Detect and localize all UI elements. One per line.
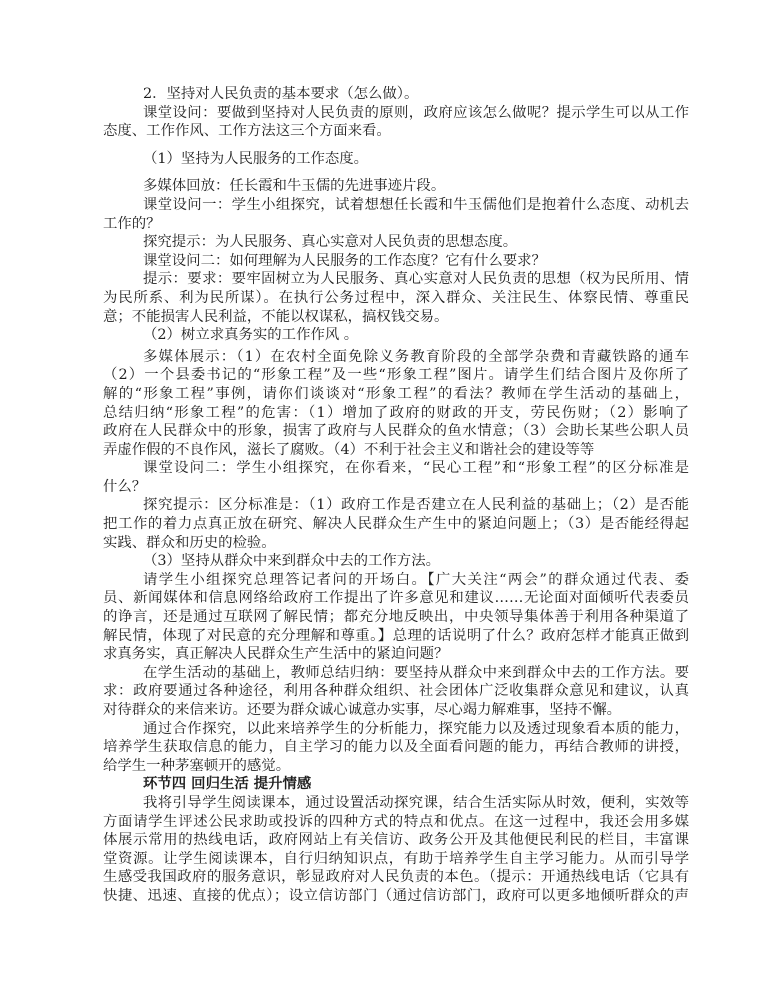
- text-line: 通过合作探究，以此来培养学生的分析能力，探究能力以及透过现象看本质的能力，: [143, 720, 689, 737]
- text-line: 培养学生获取信息的能力，自主学习的能力以及全面看问题的能力，再结合教师的讲授，: [103, 739, 689, 756]
- text-line: 态度、工作作风、工作方法这三个方面来看。: [103, 123, 391, 140]
- text-line: 我将引导学生阅读课本，通过设置活动探究课，结合生活实际从时效，便利，实效等: [143, 794, 689, 811]
- text-line: （1）坚持为人民服务的工作态度。: [143, 150, 369, 167]
- text-line: 探究提示：为人民服务、真心实意对人民负责的思想态度。: [143, 234, 518, 251]
- text-line: 政府在人民群众中的形象，损害了政府与人民群众的鱼水情意；（3）会助长某些公职人员: [103, 423, 689, 440]
- text-line: 解民情，体现了对民意的充分理解和尊重。】总理的话说明了什么？政府怎样才能真正做到: [103, 627, 689, 644]
- text-line: 把工作的着力点真正放在研究、解决人民群众生产生中的紧迫问题上；（3）是否能经得起: [103, 516, 689, 533]
- text-line: 对待群众的来信来访。还要为群众诚心诚意办实事，尽心竭力解难事，坚持不懈。: [103, 702, 622, 718]
- text-line: 员、新闻媒体和信息网络给政府工作提出了许多意见和建议……无论面对面倾听代表委员: [103, 590, 689, 607]
- text-line: 意；不能损害人民利益，不能以权谋私，搞权钱交易。: [103, 308, 449, 325]
- text-line: 请学生小组探究总理答记者问的开场白。【广大关注“两会”的群众通过代表、委: [143, 571, 689, 588]
- text-line: 课堂设问二：如何理解为人民服务的工作态度？它有什么要求？: [143, 252, 546, 269]
- text-line: （2）树立求真务实的工作作风 。: [143, 327, 359, 344]
- text-line: 实践、群众和历史的检验。: [103, 534, 276, 551]
- text-line: 弄虚作假的不良作风，滋长了腐败。（4）不利于社会主义和谐社会的建设等等: [103, 441, 595, 458]
- text-line: 环节四 回归生活 提升情感: [143, 775, 312, 793]
- text-line: 快捷、迅速、直接的优点）；设立信访部门（通过信访部门，政府可以更多地倾听群众的声: [103, 887, 689, 904]
- text-line: 课堂设问一：学生小组探究，试着想想任长霞和牛玉儒他们是抱着什么态度、动机去: [143, 196, 689, 213]
- text-line: 在学生活动的基础上，教师总结归纳：要坚持从群众中来到群众中去的工作方法。要: [143, 664, 689, 681]
- text-line: 堂资源。让学生阅读课本，自行归纳知识点，有助于培养学生自主学习能力。从而引导学: [103, 850, 689, 867]
- text-line: 给学生一种茅塞顿开的感觉。: [103, 757, 291, 774]
- text-line: 的诤言，还是通过互联网了解民情；都充分地反映出，中央领导集体善于利用各种渠道了: [103, 609, 689, 626]
- text-line: （3）坚持从群众中来到群众中去的工作方法。: [143, 553, 440, 570]
- text-block: [103, 85, 689, 906]
- text-line: 多媒体展示：（1）在农村全面免除义务教育阶段的全部学杂费和青藏铁路的通车: [143, 348, 689, 365]
- text-line: 生感受我国政府的服务意识，彰显政府对人民负责的本色。（提示：开通热线电话（它具有: [103, 869, 689, 886]
- text-line: 方面请学生评述公民求助或投诉的四种方式的特点和优点。在这一过程中，我还会用多媒: [103, 813, 689, 830]
- text-line: 为民所系、利为民所谋）。在执行公务过程中，深入群众、关注民生、体察民情、尊重民: [103, 289, 689, 306]
- text-line: 工作的？: [103, 215, 161, 232]
- text-line: 探究提示：区分标准是：（1）政府工作是否建立在人民利益的基础上；（2）是否能: [143, 497, 689, 514]
- text-line: 多媒体回放：任长霞和牛玉儒的先进事迹片段。: [143, 178, 446, 195]
- text-line: 课堂设问二：学生小组探究，在你看来，“民心工程”和“形象工程”的区分标准是: [143, 460, 689, 477]
- text-line: 总结归纳“形象工程”的危害：（1）增加了政府的财政的开支，劳民伤财；（2）影响了: [103, 404, 689, 421]
- text-line: 提示：要求：要牢固树立为人民服务、真心实意对人民负责的思想（权为民所用、情: [143, 271, 689, 288]
- text-line: （2）一个县委书记的“形象工程”及一些“形象工程”图片。请学生们结合图片及你所了: [103, 367, 689, 384]
- text-line: 体展示常用的热线电话，政府网站上有关信访、政务公开及其他便民利民的栏目，丰富课: [103, 832, 689, 849]
- text-line: 求真务实，真正解决人民群众生产生活中的紧迫问题？: [103, 646, 449, 663]
- text-line: 什么？: [103, 478, 147, 495]
- text-line: 解的“形象工程”事例，请你们谈谈对“形象工程”的看法？教师在学生活动的基础上，: [103, 385, 689, 402]
- text-line: 求：政府要通过各种途径，利用各种群众组织、社会团体广泛收集群众意见和建议，认真: [103, 683, 689, 700]
- text-line: 课堂设问：要做到坚持对人民负责的原则，政府应该怎么做呢？提示学生可以从工作: [143, 104, 689, 121]
- text-line: 2．坚持对人民负责的基本要求（怎么做）。: [143, 86, 419, 102]
